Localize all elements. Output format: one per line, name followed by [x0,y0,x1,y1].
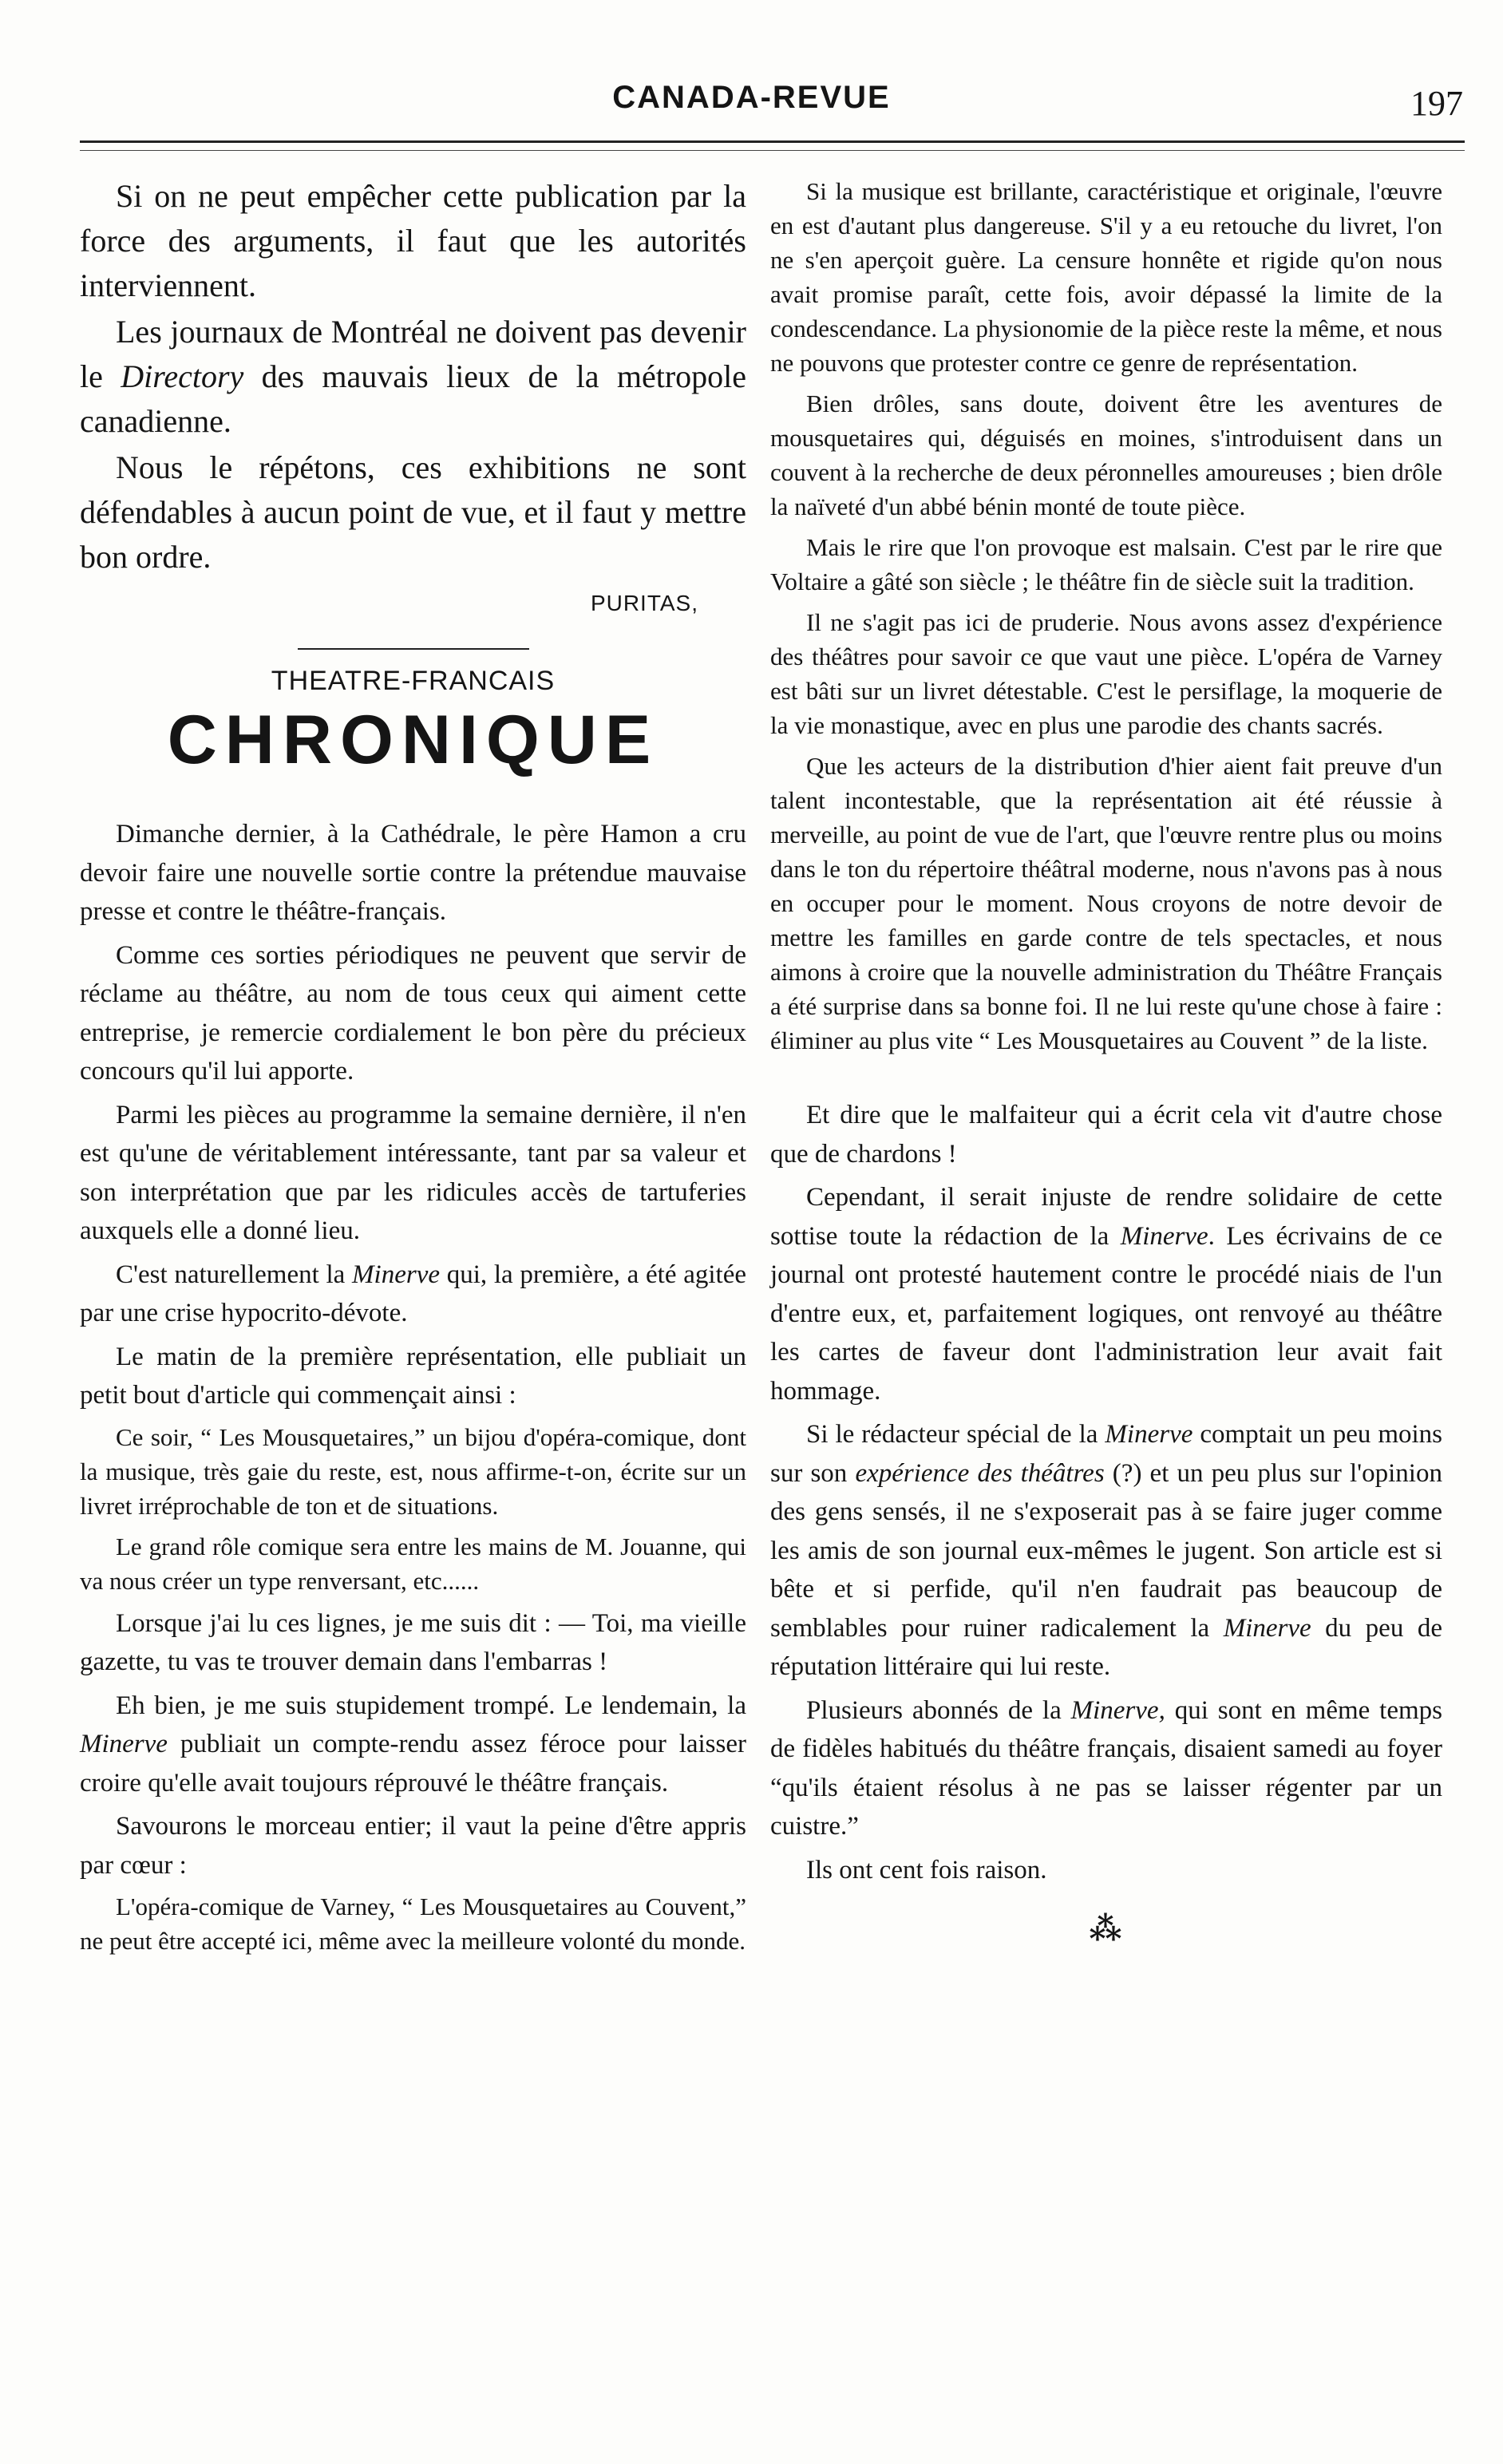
minerve-italic: Minerve [1120,1221,1208,1251]
chronique-paragraph-5: Le matin de la première représentation, elle publiait un petit bout d'article qui commençait ainsi : [80,1342,746,1410]
header-rule [80,140,1465,143]
minerve-italic: Minerve, [1070,1695,1165,1725]
page-number: 197 [1410,84,1463,123]
quoted-paragraph-6: Mais le rire que l'on provoque est malsain. C'est par le rire que Voltaire a gâté son siècle ; le théâtre fin de siècle suit la tradition. [770,533,1442,595]
commentary-paragraph-1: Et dire que le malfaiteur qui a écrit cela vit d'autre chose que de chardons ! [770,1101,1442,1169]
p4-text-b: qui, la première, a été agitée par une crise hypocrito-dévote. [80,1260,746,1327]
intro-text-a: Les journaux de Montréal ne doivent pas devenir le [80,314,746,394]
journal-title: CANADA-REVUE [612,80,891,115]
header-rule-thin [80,150,1465,151]
commentary-paragraph-5: Ils ont cent fois raison. [806,1855,1047,1885]
intro-paragraph-2 [80,310,746,444]
quoted-paragraph-7: Il ne s'agit pas ici de pruderie. Nous avons assez d'expérience des théâtres pour savoir ce que vaut une pièce. L'opéra de Varney est bâti sur un livret détestable. C'est le persiflage, la moquerie de la vie monastique, avec en plus une parodie des chants sacrés. [770,608,1442,739]
paragraph-gap [770,1064,1442,1096]
section-divider [298,648,529,650]
minerve-italic: Minerve [1223,1613,1311,1643]
chronique-paragraph-3: Parmi les pièces au programme la semaine dernière, il n'en est qu'une de véritablement intéressante, tant par sa valeur et son interprétation que par les ridicules accès de tartuferies auxquels elle a donné lieu. [80,1100,746,1245]
chronique-paragraph-1: Dimanche dernier, à la Cathédrale, le père Hamon a cru devoir faire une nouvelle sortie contre la prétendue mauvaise presse et contre le théâtre-français. [80,820,746,926]
commentary-paragraph-2 [770,1178,1442,1410]
c2-text-a: Cependant, il serait injuste de rendre solidaire de cette sottise toute la rédaction de la [770,1183,1442,1251]
quoted-paragraph-1: Ce soir, “ Les Mousquetaires,” un bijou d'opéra-comique, dont la musique, très gaie du reste, est, nous affirme-t-on, écrite sur un livret irréprochable de ton et de situations. [80,1422,746,1520]
quoted-paragraph-8: Que les acteurs de la distribution d'hier aient fait preuve d'un talent incontestable, que la représentation ait été réussie à merveille, au point de vue de l'art, que l'œuvre rentre plus ou moins dans le ton du répertoire théâtral moderne, nous n'avons pas à nous en occuper pour le moment. Nous croyons de notre devoir de mettre les familles en garde contre de tels spectacles, et nous aimons à croire que la nouvelle administration du Théâtre Français a été surprise dans sa bonne foi. Il ne lui reste qu'une chose à faire : éliminer au plus vite “ Les Mousquetaires au Couvent ” de la liste. [770,752,1442,1054]
intro-paragraph-3: Nous le répétons, ces exhibitions ne sont défendables à aucun point de vue, et il faut y mettre bon ordre. [80,449,746,575]
section-title: CHRONIQUE [167,702,659,778]
minerve-italic: Minerve [80,1730,168,1758]
chronique-paragraph-4 [80,1256,746,1333]
section-label: THEATRE-FRANCAIS [271,666,556,696]
quoted-paragraph-2: Le grand rôle comique sera entre les mains de M. Jouanne, qui va nous créer un type renversant, etc...... [80,1532,746,1595]
c2-text-b: . Les écrivains de ce journal ont protesté hautement contre le procédé niais de l'un d'entre eux, et, parfaitement logiques, ont renvoyé au théâtre les cartes de faveur dont l'administration leur avait fait hommage. [770,1221,1442,1406]
chronique-paragraph-7 [80,1687,746,1803]
quoted-paragraph-4: Si la musique est brillante, caractéristique et originale, l'œuvre en est d'autant plus dangereuse. S'il y a eu retouche du livret, l'on ne s'en aperçoit guère. La censure honnête et rigide qu'on nous avait promise paraît, cette fois, avoir dépassé la limite de la condescendance. La physionomie de la pièce reste la même, et nous ne pouvons que protester contre ce genre de représentation. [770,177,1442,377]
commentary-paragraph-4 [770,1691,1442,1846]
p7-text-b: publiait un compte-rendu assez féroce pour laisser croire qu'elle avait toujours réprouvé le théâtre français. [80,1730,746,1798]
experience-italic: expérience des théâtres [855,1458,1105,1488]
p4-text-a: C'est naturellement la [116,1260,353,1289]
c3-text-d: (?) et un peu plus sur l'opinion des gens sensés, il ne s'exposerait pas à se faire juger comme les amis de son journal eux-mêmes le jugent. Son article est si bête et si perfide, qu'il n'en faudrait pas beaucoup de semblables pour ruiner radicalement la [770,1458,1442,1643]
asterism-ornament: ⁂ [1089,1911,1124,1947]
commentary-paragraph-3 [770,1415,1442,1687]
quoted-paragraph-5: Bien drôles, sans doute, doivent être les aventures de mousquetaires qui, déguisés en moines, s'introduisent dans un couvent à la recherche de deux péronnelles amoureuses ; bien drôle la naïveté d'un abbé bénin monté de toute pièce. [770,390,1442,520]
chronique-paragraph-2: Comme ces sorties périodiques ne peuvent que servir de réclame au théâtre, au nom de tous ceux qui aiment cette entreprise, je remercie cordialement le bon père du précieux concours qu'il lui apporte. [80,940,746,1086]
c4-text-b: qui sont en même temps de fidèles habitués du théâtre français, disaient samedi au foyer “qu'ils étaient résolus à ne pas se laisser régenter par un cuistre.” [770,1695,1442,1841]
intro-paragraph-1: Si on ne peut empêcher cette publication par la force des arguments, il faut que les autorités interviennent. [80,178,746,303]
p7-text-a: Eh bien, je me suis stupidement trompé. Le lendemain, la [116,1691,746,1720]
intro-text-b: des mauvais lieux de la métropole canadienne. [80,358,747,439]
chronique-paragraph-6: Lorsque j'ai lu ces lignes, je me suis dit : — Toi, ma vieille gazette, tu vas te trouver demain dans l'embarras ! [80,1608,746,1676]
c3-text-a: Si le rédacteur spécial de la [806,1420,1105,1449]
left-column [80,174,746,1964]
c4-text-a: Plusieurs abonnés de la [806,1695,1071,1725]
minerve-italic: Minerve [352,1260,440,1289]
right-column [770,174,1442,1948]
chronique-paragraph-8: Savourons le morceau entier; il vaut la peine d'être appris par cœur : [80,1812,746,1880]
minerve-italic: Minerve [1105,1420,1193,1449]
c3-text-b: comptait un peu moins sur son [770,1420,1443,1488]
c3-text-e: du peu de réputation littéraire qui lui reste. [770,1613,1442,1681]
signature: PURITAS, [590,591,698,615]
directory-italic: Directory [121,358,244,394]
quoted-paragraph-3: L'opéra-comique de Varney, “ Les Mousquetaires au Couvent,” ne peut être accepté ici, même avec la meilleure volonté du monde. [80,1892,746,1955]
